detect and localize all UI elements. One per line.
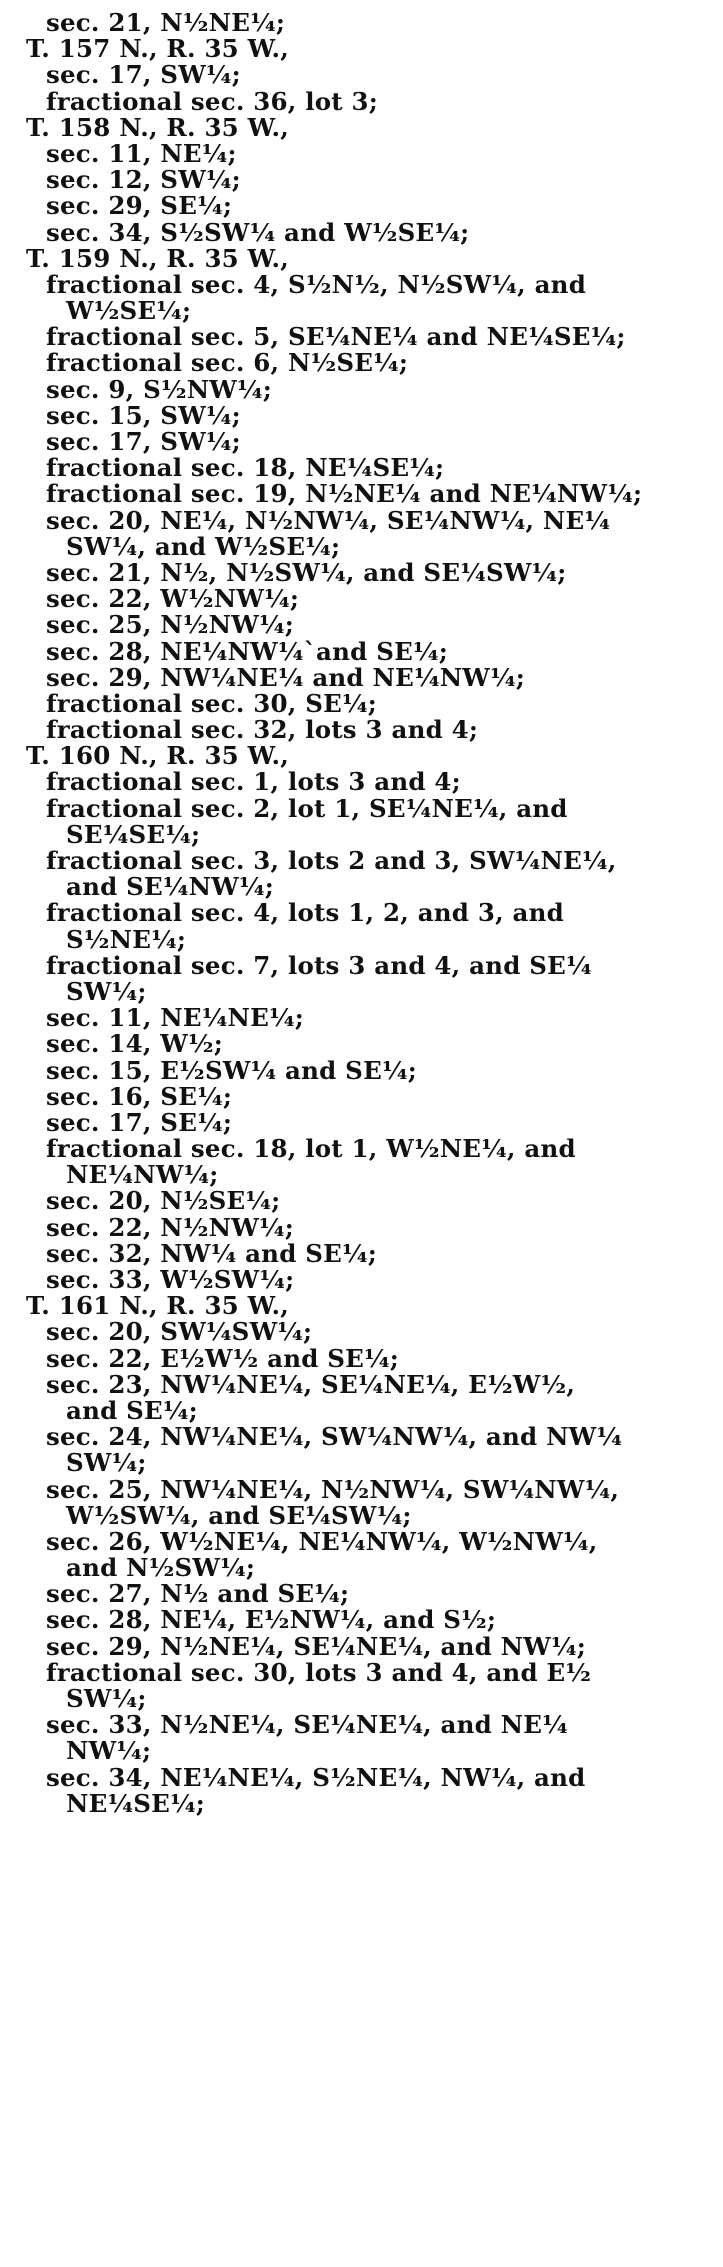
section-entry: sec. 22, N½NW¼;: [46, 1212, 294, 1242]
section-entry: sec. 28, NE¼NW¼`and SE¼;: [46, 636, 448, 666]
township-heading: T. 157 N., R. 35 W.,: [26, 34, 290, 64]
section-entry: fractional sec. 18, lot 1, W½NE¼, and: [46, 1134, 576, 1164]
section-entry: sec. 21, N½NE¼;: [46, 8, 286, 37]
section-entry: fractional sec. 18, NE¼SE¼;: [46, 453, 445, 483]
section-entry: sec. 24, NW¼NE¼, SW¼NW¼, and NW¼: [46, 1422, 623, 1452]
section-entry: fractional sec. 19, N½NE¼ and NE¼NW¼;: [46, 479, 643, 509]
section-entry-continuation: S½NE¼;: [66, 924, 187, 954]
section-entry: sec. 15, SW¼;: [46, 400, 241, 430]
section-entry-continuation: NW¼;: [66, 1736, 152, 1766]
section-entry: sec. 32, NW¼ and SE¼;: [46, 1238, 378, 1268]
section-entry: sec. 28, NE¼, E½NW¼, and S½;: [46, 1605, 497, 1635]
section-entry: sec. 34, NE¼NE¼, S½NE¼, NW¼, and: [46, 1762, 586, 1792]
section-entry: fractional sec. 7, lots 3 and 4, and SE¼: [46, 950, 592, 980]
section-entry-continuation: and SE¼;: [66, 1395, 198, 1425]
section-entry: sec. 22, W½NW¼;: [46, 584, 300, 614]
section-entry: fractional sec. 30, lots 3 and 4, and E½: [46, 1657, 592, 1687]
section-entry: sec. 27, N½ and SE¼;: [46, 1579, 350, 1609]
section-entry-continuation: NE¼SE¼;: [66, 1788, 205, 1818]
section-entry: sec. 22, E½W½ and SE¼;: [46, 1343, 400, 1373]
section-entry: sec. 15, E½SW¼ and SE¼;: [46, 1055, 417, 1085]
section-entry: fractional sec. 6, N½SE¼;: [46, 348, 409, 378]
section-entry-continuation: W½SW¼, and SE¼SW¼;: [66, 1500, 412, 1530]
section-entry: sec. 14, W½;: [46, 1029, 224, 1059]
section-entry: sec. 34, S½SW¼ and W½SE¼;: [46, 217, 470, 247]
township-heading: T. 160 N., R. 35 W.,: [26, 741, 290, 771]
section-entry-continuation: SW¼;: [66, 1448, 147, 1478]
section-entry: fractional sec. 5, SE¼NE¼ and NE¼SE¼;: [46, 322, 626, 352]
section-entry: sec. 25, N½NW¼;: [46, 610, 294, 640]
section-entry: sec. 33, N½NE¼, SE¼NE¼, and NE¼: [46, 1710, 568, 1740]
section-entry: sec. 29, N½NE¼, SE¼NE¼, and NW¼;: [46, 1631, 586, 1661]
section-entry-continuation: SW¼;: [66, 1684, 147, 1713]
section-entry: sec. 26, W½NE¼, NE¼NW¼, W½NW¼,: [46, 1526, 598, 1556]
section-entry: sec. 16, SE¼;: [46, 1081, 233, 1111]
section-entry: fractional sec. 2, lot 1, SE¼NE¼, and: [46, 793, 568, 823]
section-entry: sec. 25, NW¼NE¼, N½NW¼, SW¼NW¼,: [46, 1474, 620, 1504]
section-entry: sec. 9, S½NW¼;: [46, 374, 273, 404]
section-entry: fractional sec. 4, lots 1, 2, and 3, and: [46, 898, 564, 928]
section-entry: fractional sec. 4, S½N½, N½SW¼, and: [46, 269, 587, 299]
section-entry-continuation: SE¼SE¼;: [66, 819, 201, 849]
section-entry: fractional sec. 32, lots 3 and 4;: [46, 715, 479, 745]
section-entry: sec. 20, SW¼SW¼;: [46, 1317, 313, 1347]
section-entry-continuation: and N½SW¼;: [66, 1553, 256, 1583]
section-entry: sec. 12, SW¼;: [46, 165, 241, 195]
section-entry-continuation: SW¼;: [66, 976, 147, 1006]
section-entry: fractional sec. 36, lot 3;: [46, 86, 379, 116]
township-heading: T. 159 N., R. 35 W.,: [26, 243, 290, 273]
section-entry: sec. 29, SE¼;: [46, 191, 233, 221]
section-entry: sec. 11, NE¼NE¼;: [46, 1003, 304, 1033]
section-entry: sec. 17, SE¼;: [46, 1107, 233, 1137]
section-entry-continuation: and SE¼NW¼;: [66, 872, 274, 902]
section-entry: sec. 20, NE¼, N½NW¼, SE¼NW¼, NE¼: [46, 505, 611, 535]
section-entry-continuation: W½SE¼;: [66, 296, 192, 326]
section-entry: sec. 20, N½SE¼;: [46, 1186, 281, 1216]
section-entry: fractional sec. 1, lots 3 and 4;: [46, 767, 461, 797]
township-heading: T. 161 N., R. 35 W.,: [26, 1291, 290, 1321]
section-entry: sec. 21, N½, N½SW¼, and SE¼SW¼;: [46, 557, 567, 587]
section-entry-continuation: SW¼, and W½SE¼;: [66, 531, 341, 561]
legal-description-document: [26, 10, 716, 1817]
section-entry: fractional sec. 30, SE¼;: [46, 688, 378, 718]
township-heading: T. 158 N., R. 35 W.,: [26, 112, 290, 142]
section-entry-continuation: NE¼NW¼;: [66, 1160, 219, 1190]
section-entry: sec. 17, SW¼;: [46, 60, 241, 90]
section-entry: sec. 23, NW¼NE¼, SE¼NE¼, E½W½,: [46, 1369, 576, 1399]
section-entry: fractional sec. 3, lots 2 and 3, SW¼NE¼,: [46, 846, 617, 875]
section-entry: sec. 29, NW¼NE¼ and NE¼NW¼;: [46, 662, 525, 692]
section-entry: sec. 17, SW¼;: [46, 427, 241, 456]
section-entry: sec. 11, NE¼;: [46, 138, 237, 168]
section-entry: sec. 33, W½SW¼;: [46, 1265, 295, 1294]
